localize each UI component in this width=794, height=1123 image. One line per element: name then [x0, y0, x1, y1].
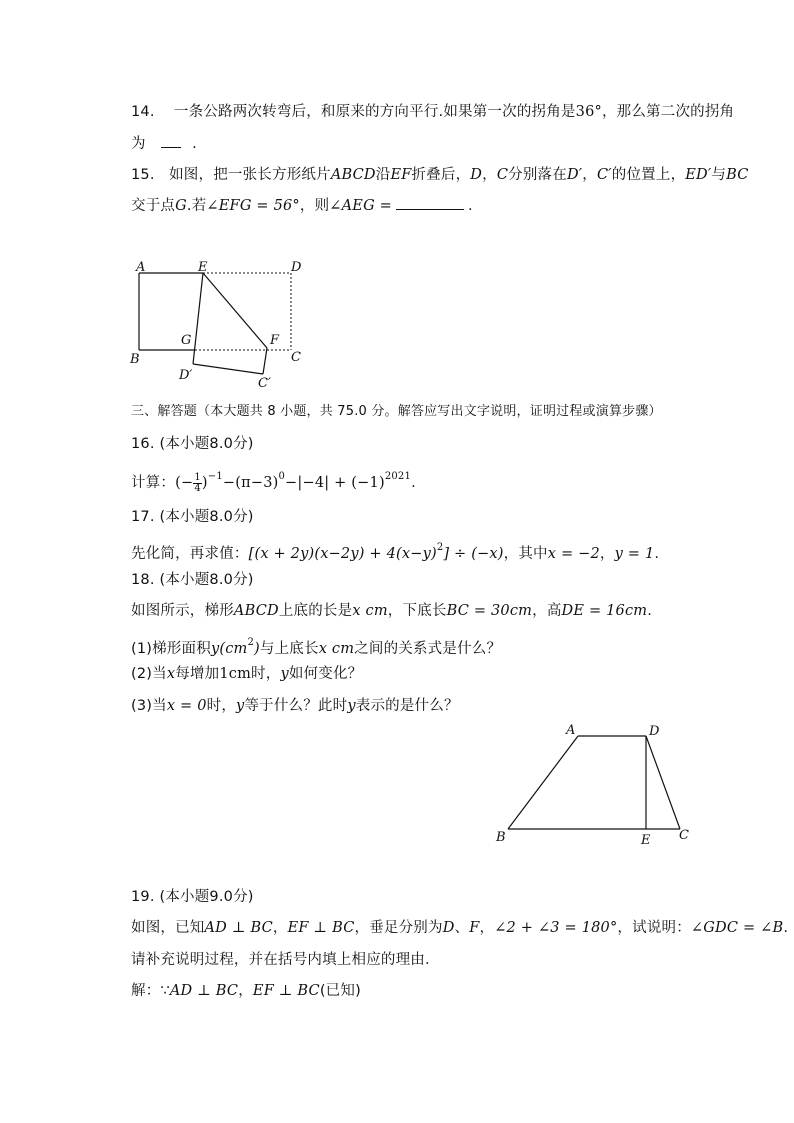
math-exp: 2	[436, 542, 444, 553]
math-paren: )	[254, 641, 260, 657]
q14-angle: 36°	[575, 104, 602, 120]
q18-text: 每增加	[175, 666, 220, 682]
q15-text: ，则	[299, 198, 330, 214]
q18-end: .	[647, 603, 653, 619]
math-g: G	[175, 198, 187, 214]
q14-number: 14.	[131, 104, 155, 120]
frac-num: 1	[194, 471, 201, 483]
math-expr: −|−4| + (−1)	[285, 475, 385, 491]
q19-text: (已知)	[319, 983, 361, 999]
q15-text: 交于点	[131, 198, 176, 214]
q19-text: ，	[479, 920, 495, 936]
math-y: y(cm	[210, 641, 248, 657]
q17-text: ，	[599, 546, 615, 562]
q18-text: 表示的是什么？	[355, 698, 459, 714]
q18-text: ，下底长	[387, 603, 447, 619]
answer-blank[interactable]	[396, 195, 464, 210]
trapezoid-figure	[490, 718, 700, 850]
math-de: DE = 16cm	[561, 603, 648, 619]
math-paren: )	[201, 475, 208, 491]
label-d: D	[649, 724, 660, 739]
q18-text: 时，	[206, 698, 237, 714]
q17-text: 先化简，再求值：	[131, 546, 249, 562]
math-angle-aeg: ∠AEG =	[329, 198, 393, 214]
math-d: D	[442, 920, 455, 936]
q19-end: .	[783, 920, 789, 936]
q18-text: 如图所示，梯形	[131, 603, 234, 619]
q18-text: 与上底长	[259, 641, 319, 657]
math-c: C	[496, 167, 509, 183]
math-ad-perp: AD ⊥ BC	[204, 920, 273, 936]
math-x0: x = 0	[166, 698, 207, 714]
q19-text: ，	[238, 983, 253, 999]
math-ad-perp: AD ⊥ BC	[169, 983, 239, 999]
math-paren: (−	[175, 475, 194, 491]
math-edprime: ED′	[685, 167, 712, 183]
q17-text: ，其中	[503, 546, 548, 562]
q19-line2: 请补充说明过程，并在括号内填上相应的理由．	[131, 952, 440, 968]
math-cprime: C′	[596, 167, 612, 183]
q15-text: 如图，把一张长方形纸片	[169, 167, 331, 183]
q15-text: ，	[482, 167, 497, 183]
label-f: F	[270, 333, 280, 348]
q17-expr	[131, 537, 659, 565]
q18-text: 时，	[251, 666, 281, 682]
q15-end: .	[468, 198, 473, 214]
q19-text: 如图，已知	[131, 920, 205, 936]
edge-ab	[508, 736, 578, 829]
edge-dprime-cprime	[193, 364, 263, 374]
label-a: A	[136, 260, 146, 275]
label-e: E	[198, 260, 208, 275]
q18-part2	[131, 663, 362, 685]
label-cprime: C′	[258, 376, 271, 391]
math-1cm: 1cm	[219, 666, 252, 682]
math-x-value: x = −2	[547, 546, 600, 562]
label-g: G	[181, 333, 192, 348]
fold-line-ef	[203, 273, 267, 348]
q19-solution	[131, 980, 361, 1002]
math-f: F	[469, 920, 480, 936]
answer-blank[interactable]	[161, 133, 181, 148]
math-angle-efg: ∠EFG = 56°	[206, 198, 300, 214]
q14-line2	[131, 133, 197, 155]
math-ef-perp: EF ⊥ BC	[287, 920, 355, 936]
q14-text2: ，那么第二次的拐角	[601, 104, 735, 120]
math-expr: ] ÷ (−x)	[443, 546, 504, 562]
q19-text: ，	[272, 920, 288, 936]
label-dprime: D′	[179, 368, 193, 383]
frac-den: 4	[194, 482, 201, 494]
q19-text: ，垂足分别为	[354, 920, 443, 936]
math-goal: ∠GDC = ∠B	[690, 920, 784, 936]
q15-text: 与	[711, 167, 727, 183]
q18-text: (1)梯形面积	[131, 641, 211, 657]
math-dprime: D′	[566, 167, 583, 183]
q18-text: 如何变化？	[288, 666, 363, 682]
math-ef-perp: EF ⊥ BC	[252, 983, 320, 999]
math-fraction	[193, 473, 202, 494]
q16-head: 16. (本小题8.0分)	[131, 436, 254, 452]
q18-text: 之间的关系式是什么？	[354, 641, 502, 657]
q19-stem	[131, 917, 788, 939]
math-bc: BC	[726, 167, 749, 183]
math-y-value: y = 1	[614, 546, 655, 562]
math-ef: EF	[390, 167, 412, 183]
q14-text: 一条公路两次转弯后，和原来的方向平行.如果第一次的拐角是	[173, 104, 576, 120]
q16-text: 计算：	[131, 475, 176, 491]
math-abcd: ABCD	[330, 167, 376, 183]
q15-line2	[131, 195, 473, 217]
q19-text: 解：∵	[131, 983, 170, 999]
math-xcm: x cm	[318, 641, 355, 657]
label-c: C	[291, 350, 301, 365]
q15-text: .若	[186, 198, 207, 214]
q15-text: 沿	[375, 167, 391, 183]
label-c: C	[679, 828, 689, 843]
math-exp: 2021	[384, 471, 412, 482]
fold-rectangle-figure	[125, 255, 315, 395]
q14-line1	[131, 101, 734, 123]
math-x: x	[166, 666, 176, 682]
q19-text: ，试说明：	[617, 920, 691, 936]
q17-end: .	[654, 546, 660, 562]
q18-stem	[131, 600, 652, 622]
q16-expr	[131, 466, 416, 494]
math-bc: BC = 30cm	[446, 603, 533, 619]
math-expr: −(π−3)	[222, 475, 279, 491]
math-xcm: x cm	[352, 603, 388, 619]
q15-text: ，	[582, 167, 597, 183]
label-b: B	[130, 352, 140, 367]
math-angles: ∠2 + ∠3 = 180°	[494, 920, 618, 936]
q18-text: 上底的长是	[278, 603, 353, 619]
q14-end: .	[192, 136, 197, 152]
q15-number: 15.	[131, 167, 155, 183]
math-y: y	[347, 698, 356, 714]
math-y: y	[236, 698, 245, 714]
q15-text: 折叠后，	[411, 167, 471, 183]
q19-head: 19. (本小题9.0分)	[131, 889, 254, 905]
q18-text: 等于什么？此时	[244, 698, 348, 714]
math-exp: −1	[207, 471, 223, 482]
math-y: y	[280, 666, 289, 682]
q18-text: ，高	[532, 603, 562, 619]
edge-ed-prime	[193, 273, 203, 364]
q16-end: .	[411, 475, 416, 491]
q15-line1	[131, 164, 749, 186]
q15-text: 的位置上，	[611, 167, 686, 183]
label-a: A	[566, 723, 576, 738]
edge-cprime-f	[263, 348, 267, 374]
q14-text3: 为	[131, 136, 146, 152]
math-exp: 2	[247, 637, 255, 648]
math-abcd: ABCD	[233, 603, 279, 619]
q17-head: 17. (本小题8.0分)	[131, 509, 254, 525]
label-d: D	[291, 260, 302, 275]
edge-dc	[646, 736, 680, 829]
q15-text: 分别落在	[508, 167, 567, 183]
q19-text: 、	[454, 920, 470, 936]
section-header: 三、解答题（本大题共 8 小题，共 75.0 分。解答应写出文字说明，证明过程或演算步骤）	[131, 404, 662, 419]
label-e: E	[641, 833, 651, 848]
q18-head: 18. (本小题8.0分)	[131, 572, 254, 588]
math-exp: 0	[278, 471, 286, 482]
q18-text: (2)当	[131, 666, 167, 682]
q18-part3	[131, 695, 459, 717]
q18-part1	[131, 632, 501, 660]
label-b: B	[496, 830, 506, 845]
q18-text: (3)当	[131, 698, 167, 714]
math-expr: [(x + 2y)(x−2y) + 4(x−y)	[248, 546, 437, 562]
math-d: D	[470, 167, 483, 183]
